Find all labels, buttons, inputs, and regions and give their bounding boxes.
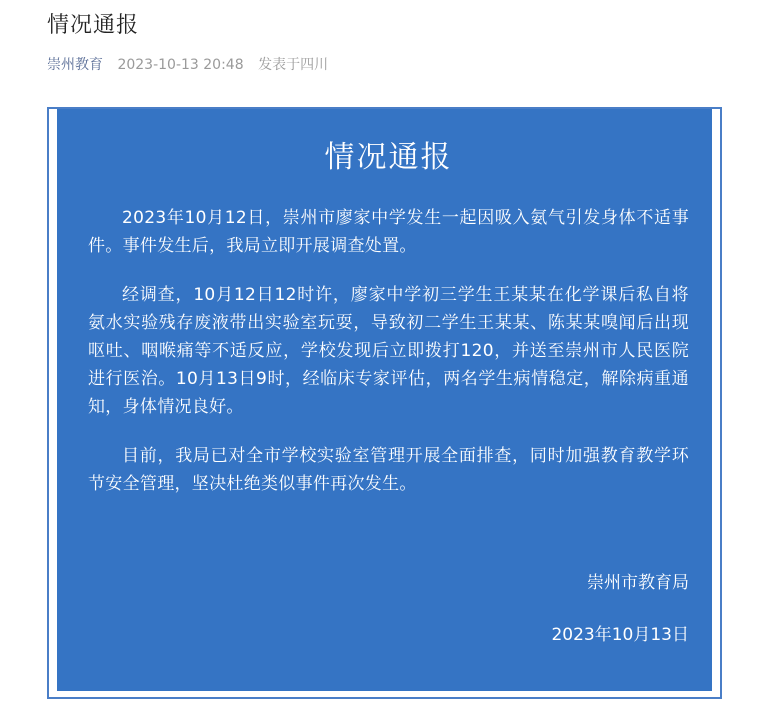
- author-link[interactable]: 崇州教育: [47, 57, 103, 73]
- notice-image-frame[interactable]: [47, 107, 722, 699]
- publish-time: 2023-10-13 20:48: [117, 57, 244, 73]
- article-title: 情况通报: [47, 13, 140, 38]
- signature-organization: 崇州市教育局: [587, 573, 689, 593]
- publish-location: 发表于四川: [258, 57, 329, 73]
- notice-panel: [57, 109, 712, 691]
- notice-paragraph-3: 目前，我局已对全市学校实验室管理开展全面排查，同时加强教育教学环节安全管理，坚决杜绝类似事件再次发生。: [88, 446, 689, 494]
- signature-date: 2023年10月13日: [551, 625, 689, 645]
- notice-paragraph-2: 经调查，10月12日12时许，廖家中学初三学生王某某在化学课后私自将氨水实验残存废液带出实验室玩耍，导致初二学生王某某、陈某某嗅闻后出现呕吐、咽喉痛等不适反应，学校发现后立即拨打120，并送至崇州市人民医院进行医治。10月13日9时，经临床专家评估，两名学生病情稳定，解除病重通知，身体情况良好。: [88, 285, 689, 417]
- article-meta: [47, 55, 328, 75]
- notice-heading: 情况通报: [324, 140, 453, 175]
- notice-paragraph-1: 2023年10月12日，崇州市廖家中学发生一起因吸入氨气引发身体不适事件。事件发生后，我局立即开展调查处置。: [88, 208, 689, 256]
